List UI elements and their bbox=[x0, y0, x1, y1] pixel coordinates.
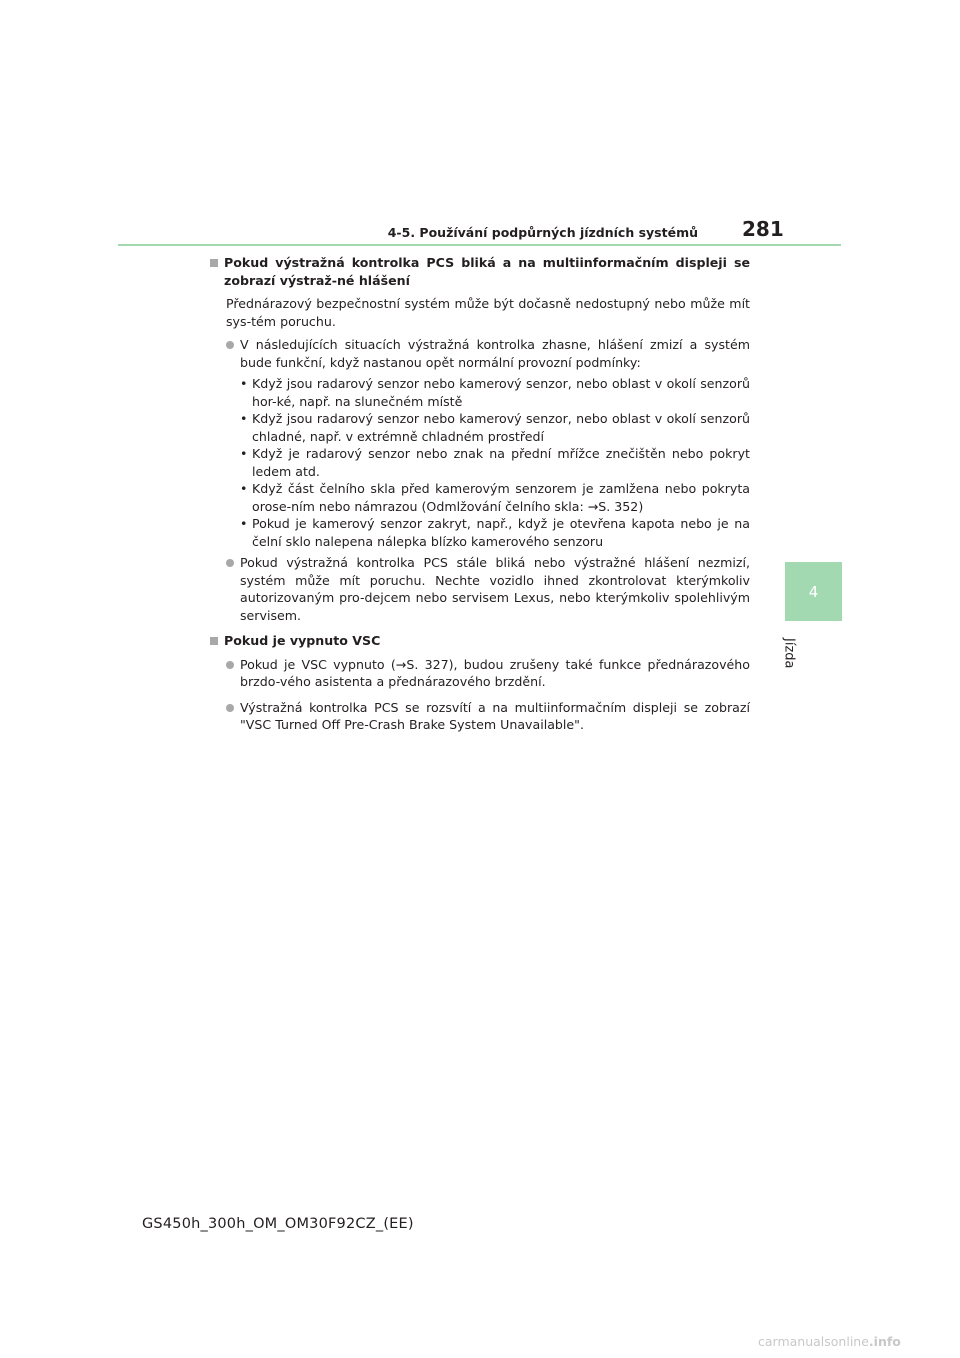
watermark-link[interactable] bbox=[758, 1334, 901, 1349]
sub-list-item bbox=[210, 515, 750, 550]
dot-bullet-icon: • bbox=[240, 376, 248, 391]
section-heading-text: Pokud je vypnuto VSC bbox=[224, 633, 381, 648]
circle-bullet-icon bbox=[226, 661, 234, 669]
list-item-text: Pokud výstražná kontrolka PCS stále bliká nebo výstražné hlášení nezmizí, systém může mít poruchu. Nechte vozidlo ihned zkontrolovat kterýmkoliv autorizovaným pro-dejcem nebo servisem Lexus, nebo kterýmkoliv spolehlivým servisem. bbox=[240, 555, 750, 623]
sub-list-item-text: Když jsou radarový senzor nebo kamerový senzor, nebo oblast v okolí senzorů chladné, např. v extrémně chladném prostředí bbox=[252, 411, 750, 444]
sub-list-item-text: Když část čelního skla před kamerovým senzorem je zamlžena nebo pokryta orose-ním nebo námrazou (Odmlžování čelního skla: →S. 352) bbox=[252, 481, 750, 514]
sub-list-item-text: Když je radarový senzor nebo znak na přední mřížce znečištěn nebo pokryt ledem atd. bbox=[252, 446, 750, 479]
dot-bullet-icon: • bbox=[240, 446, 248, 461]
sub-list-item bbox=[210, 445, 750, 480]
circle-bullet-icon bbox=[226, 341, 234, 349]
list-item bbox=[210, 336, 750, 371]
sub-list-item bbox=[210, 375, 750, 410]
page-number: 281 bbox=[742, 217, 784, 241]
sub-list-item bbox=[210, 410, 750, 445]
footer-doc-code: GS450h_300h_OM_OM30F92CZ_(EE) bbox=[142, 1216, 414, 1232]
header-rule bbox=[118, 244, 841, 246]
section-heading-text: Pokud výstražná kontrolka PCS bliká a na multiinformačním displeji se zobrazí výstraž-né hlášení bbox=[224, 255, 750, 288]
sub-list-item-text: Pokud je kamerový senzor zakryt, např., když je otevřena kapota nebo je na čelní sklo nalepena nálepka blízko kamerového senzoru bbox=[252, 516, 750, 549]
header-section-title: 4-5. Používání podpůrných jízdních systémů bbox=[387, 225, 698, 240]
dot-bullet-icon: • bbox=[240, 481, 248, 496]
sub-list-item-text: Když jsou radarový senzor nebo kamerový senzor, nebo oblast v okolí senzorů hor-ké, např. na slunečném místě bbox=[252, 376, 750, 409]
circle-bullet-icon bbox=[226, 704, 234, 712]
list-item-text: Pokud je VSC vypnuto (→S. 327), budou zrušeny také funkce přednárazového brzdo-vého asistenta a přednárazového brzdění. bbox=[240, 656, 750, 689]
list-item bbox=[210, 554, 750, 624]
chapter-number: 4 bbox=[808, 582, 819, 601]
chapter-label: Jízda bbox=[781, 637, 797, 669]
sub-list-item bbox=[210, 480, 750, 515]
dot-bullet-icon: • bbox=[240, 516, 248, 531]
circle-bullet-icon bbox=[226, 559, 234, 567]
square-bullet-icon bbox=[210, 637, 218, 645]
list-item bbox=[210, 656, 750, 691]
dot-bullet-icon: • bbox=[240, 411, 248, 426]
list-item bbox=[210, 699, 750, 734]
watermark-suffix: .info bbox=[868, 1334, 901, 1349]
chapter-tab bbox=[785, 562, 842, 621]
section-intro: Přednárazový bezpečnostní systém může být dočasně nedostupný nebo může mít sys-tém poruchu. bbox=[226, 296, 750, 329]
list-item-text: Výstražná kontrolka PCS se rozsvítí a na multiinformačním displeji se zobrazí "VSC Turned Off Pre-Crash Brake System Unavailable". bbox=[240, 699, 750, 732]
list-item-text: V následujících situacích výstražná kontrolka zhasne, hlášení zmizí a systém bude funkční, když nastanou opět normální provozní podmínky: bbox=[240, 337, 750, 370]
section-heading bbox=[210, 632, 750, 650]
watermark-prefix: carmanualsonline bbox=[758, 1334, 869, 1349]
sub-list bbox=[210, 375, 750, 550]
page-content bbox=[210, 254, 750, 738]
section-heading bbox=[210, 254, 750, 289]
square-bullet-icon bbox=[210, 259, 218, 267]
